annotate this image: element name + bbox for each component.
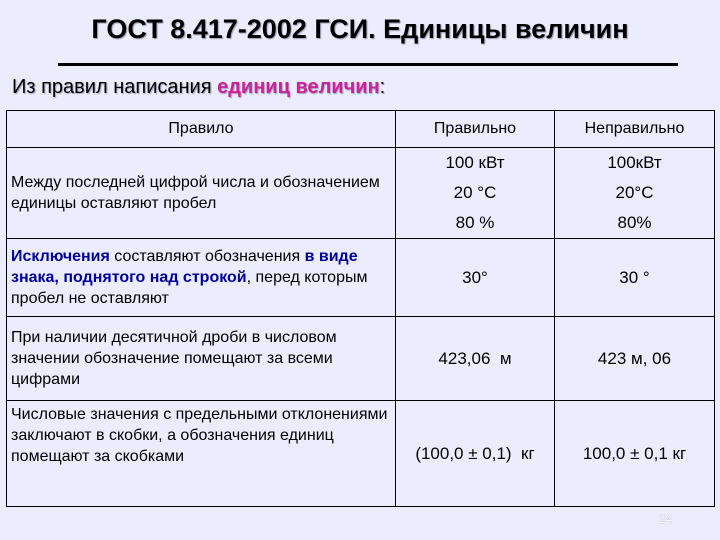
rules-table [6, 110, 715, 507]
table-row [7, 317, 715, 401]
rule-text: Числовые значения с предельными отклонениями заключают в скобки, а обозначения единиц помещают за скобками [7, 401, 396, 507]
subtitle-prefix: Из правил написания [12, 76, 218, 98]
page-number: 24 [658, 512, 672, 526]
subtitle-highlight: единиц величин [217, 76, 380, 98]
wrong-value: 423 м, 06 [597, 348, 672, 368]
rule-text [7, 239, 396, 317]
correct-value: (100,0 ± 0,1) кг [415, 443, 535, 463]
table-row [7, 239, 715, 317]
column-header-wrong: Неправильно [555, 111, 715, 148]
subtitle [12, 76, 385, 99]
correct-cell [396, 239, 555, 317]
rule-text-part: , перед которым пробел не оставляют [11, 269, 368, 307]
table-row [7, 148, 715, 239]
correct-cell [396, 317, 555, 401]
wrong-cell [555, 148, 715, 239]
correct-value: 20 °С [453, 183, 497, 202]
table-header-row [7, 111, 715, 148]
subtitle-suffix: : [379, 76, 386, 98]
wrong-cell [555, 401, 715, 507]
wrong-value: 100кВт [607, 153, 662, 172]
correct-cell [396, 401, 555, 507]
title-underline [58, 63, 678, 66]
wrong-value: 30 ° [619, 267, 650, 287]
correct-value: 80 % [455, 213, 495, 232]
rule-text: Между последней цифрой числа и обозначением единицы оставляют пробел [7, 148, 396, 239]
slide-title: ГОСТ 8.417-2002 ГСИ. Единицы величин [91, 14, 629, 44]
correct-value: 423,06 м [438, 348, 512, 368]
correct-cell [396, 148, 555, 239]
rule-text: При наличии десятичной дроби в числовом значении обозначение помещают за всеми цифрами [7, 317, 396, 401]
rule-exception-word: Исключения [11, 248, 110, 265]
wrong-cell [555, 317, 715, 401]
wrong-cell [555, 239, 715, 317]
wrong-value: 80% [617, 213, 652, 232]
rule-emphasis: в виде знака, поднятого над строкой [11, 248, 358, 286]
wrong-value: 100,0 ± 0,1 кг [582, 443, 687, 463]
correct-value: 30° [462, 267, 488, 287]
column-header-correct: Правильно [396, 111, 555, 148]
correct-value: 100 кВт [445, 153, 505, 172]
rule-text-part: составляют обозначения [109, 248, 305, 265]
wrong-value: 20°С [615, 183, 654, 202]
column-header-rule: Правило [7, 111, 396, 148]
table-row [7, 401, 715, 507]
